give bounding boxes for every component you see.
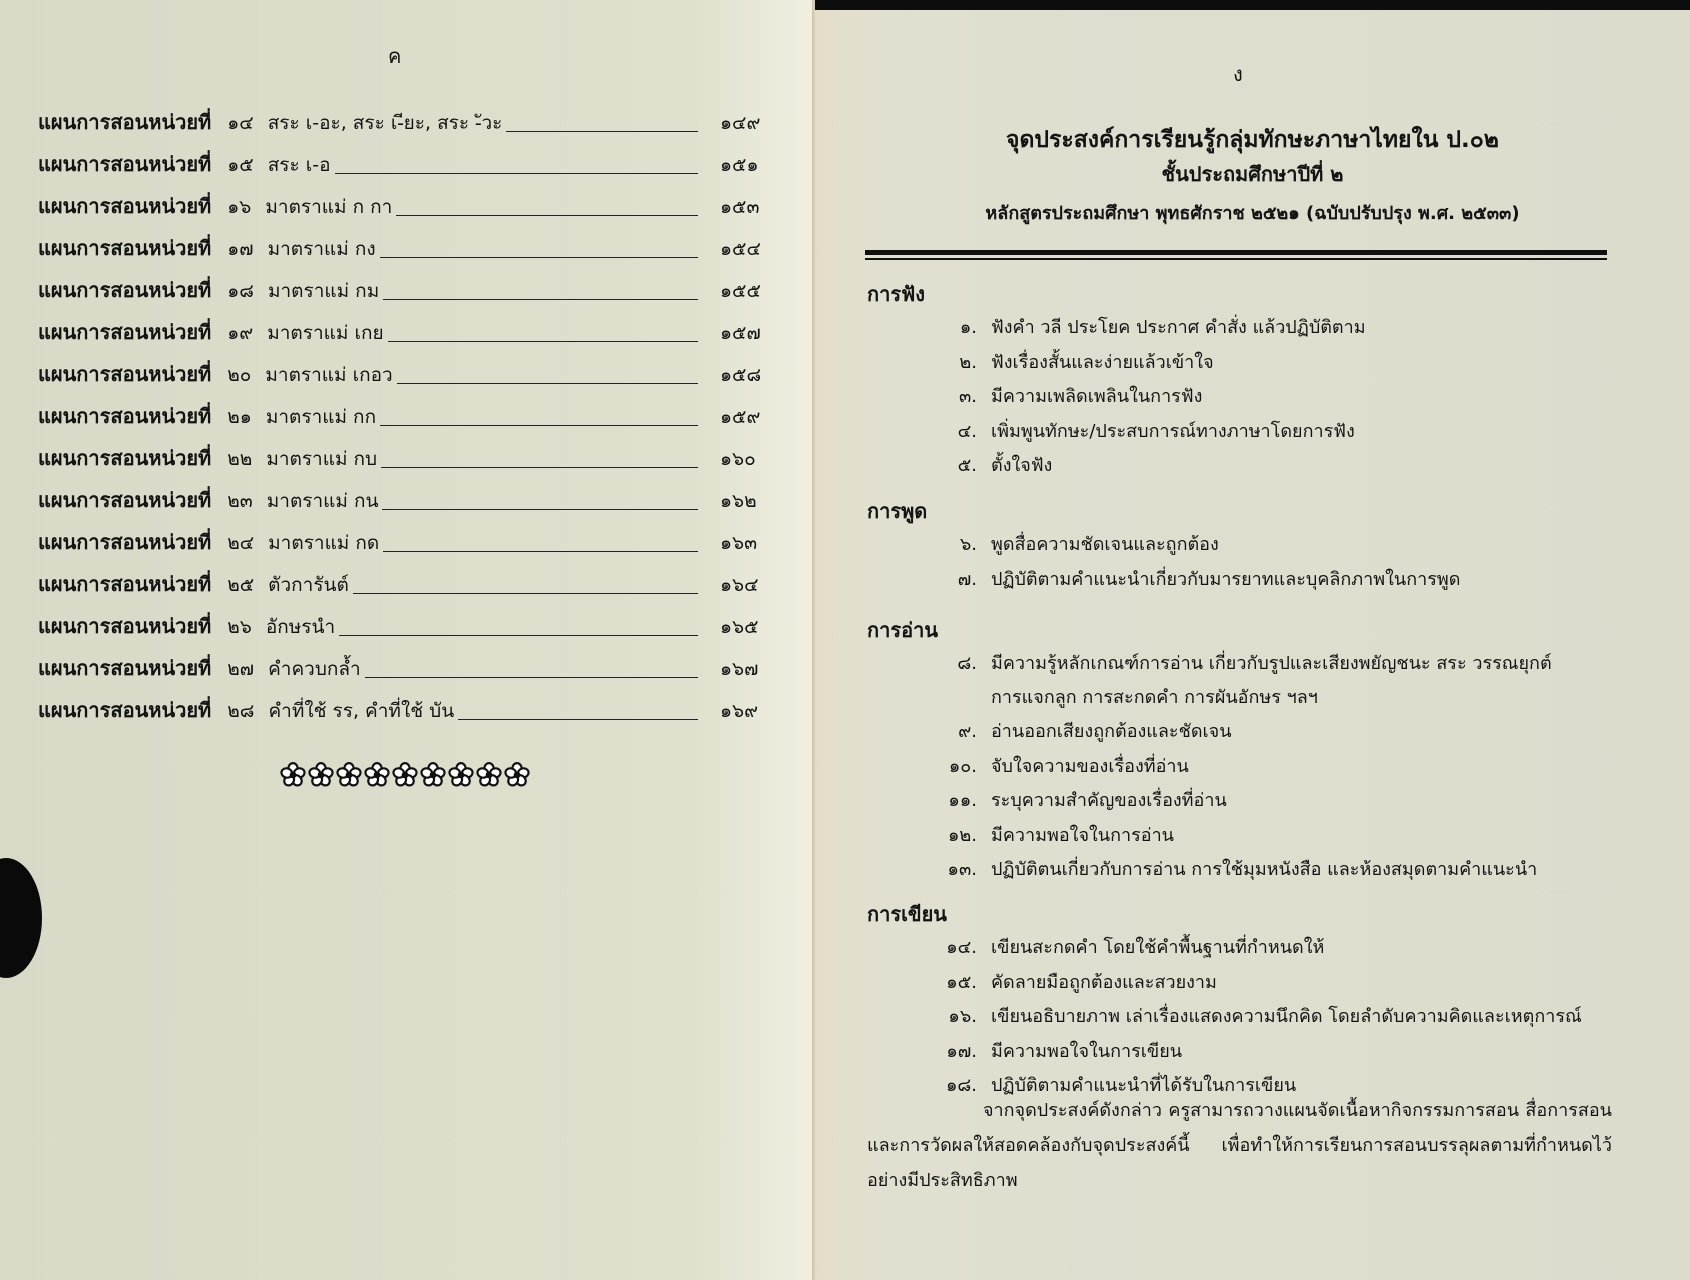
toc-leader-line	[388, 341, 698, 342]
objective-number: ๗.	[957, 568, 977, 590]
toc-page-number: ๑๕๕	[720, 280, 761, 302]
toc-unit-number: ๑๔	[227, 112, 254, 134]
objective-item	[925, 853, 1615, 887]
toc-entry	[38, 234, 768, 264]
ornament-row	[280, 762, 530, 788]
toc-page-number: ๑๕๓	[720, 196, 760, 218]
left-page	[0, 0, 815, 1280]
objective-text: ระบุความสำคัญของเรื่องที่อ่าน	[991, 790, 1227, 811]
objective-text: จับใจความของเรื่องที่อ่าน	[991, 755, 1189, 777]
objective-item	[925, 346, 1615, 380]
section-heading: การเขียน	[867, 902, 947, 926]
toc-label: แผนการสอนหน่วยที่	[38, 572, 212, 596]
toc-label: แผนการสอนหน่วยที่	[38, 236, 212, 260]
toc-title: มาตราแม่ กด	[268, 532, 380, 554]
objective-item	[925, 750, 1615, 784]
thumb-shadow	[0, 858, 42, 978]
toc-entry	[38, 318, 768, 348]
objective-text: มีความพอใจในการอ่าน	[991, 824, 1174, 846]
toc-leader-line	[383, 299, 698, 300]
toc-page-number: ๑๖๐	[720, 448, 756, 470]
toc-unit-number: ๑๗	[227, 238, 254, 260]
toc-entry	[38, 402, 768, 432]
toc-unit-number: ๒๔	[227, 532, 255, 554]
flower-icon	[336, 762, 362, 788]
flower-icon	[364, 762, 390, 788]
objective-item	[925, 931, 1615, 965]
toc-title: อักษรนำ	[265, 616, 336, 638]
objective-item	[925, 1035, 1615, 1069]
toc-page-number: ๑๖๓	[720, 532, 758, 554]
toc-unit-number: ๑๖	[227, 196, 252, 218]
title-rule-thin	[865, 258, 1607, 260]
curriculum-line: หลักสูตรประถมศึกษา พุทธศักราช ๒๕๒๑ (ฉบับปรับปรุง พ.ศ. ๒๕๓๓)	[985, 203, 1520, 224]
toc-leader-line	[353, 593, 698, 594]
toc-label: แผนการสอนหน่วยที่	[38, 698, 212, 722]
objective-number: ๙.	[958, 721, 977, 742]
objective-item	[925, 449, 1615, 483]
objective-number: ๑๔.	[946, 937, 977, 958]
toc-leader-line	[381, 467, 698, 468]
objective-text: มีความเพลิดเพลินในการฟัง	[991, 386, 1203, 407]
toc-title: มาตราแม่ กน	[266, 490, 379, 512]
toc-label: แผนการสอนหน่วยที่	[38, 404, 212, 428]
objective-number: ๑๒.	[947, 824, 977, 846]
toc-label: แผนการสอนหน่วยที่	[38, 530, 212, 554]
objective-text: พูดสื่อความชัดเจนและถูกต้อง	[991, 534, 1219, 555]
toc-entry	[38, 360, 768, 390]
toc-title: มาตราแม่ กบ	[266, 448, 378, 470]
toc-label: แผนการสอนหน่วยที่	[38, 488, 212, 512]
toc-unit-number: ๒๘	[227, 700, 255, 722]
toc-unit-number: ๒๕	[227, 574, 255, 596]
objective-number: ๕.	[957, 455, 977, 476]
toc-leader-line	[335, 173, 698, 174]
closing-paragraph: จากจุดประสงค์ดังกล่าว ครูสามารถวางแผนจัดเนื้อหากิจกรรมการสอน สื่อการสอน และการวัดผลให้สอดคล้องกับจุดประสงค์นี้ เพื่อทำให้การเรียนการสอนบรรลุผลตามที่กำหนดไว้อย่างมีประสิทธิภาพ	[867, 1100, 1612, 1191]
objective-item	[925, 819, 1615, 853]
toc-title: สระ เ-อ	[267, 154, 331, 176]
section-heading: การอ่าน	[867, 618, 938, 642]
objective-text: อ่านออกเสียงถูกต้องและชัดเจน	[991, 721, 1232, 742]
toc-title: สระ เ-อะ, สระ เ-ียะ, สระ -ัวะ	[267, 112, 503, 134]
section-heading: การฟัง	[867, 282, 926, 306]
toc-entry	[38, 276, 768, 306]
objective-number: ๑๑.	[948, 790, 977, 811]
toc-page-number: ๑๖๗	[720, 658, 759, 680]
objective-text: คัดลายมือถูกต้องและสวยงาม	[991, 971, 1217, 993]
objective-item	[925, 1000, 1615, 1034]
objective-number: ๑๐.	[948, 755, 977, 777]
toc-unit-number: ๑๙	[227, 322, 254, 344]
objective-number: ๑๘.	[945, 1075, 977, 1096]
objective-item	[925, 415, 1615, 449]
toc-page-number: ๑๖๙	[720, 700, 759, 722]
objective-item	[925, 528, 1615, 562]
objective-text: ฟังคำ วลี ประโยค ประกาศ คำสั่ง แล้วปฏิบัติตาม	[991, 317, 1366, 338]
objective-number: ๑๖.	[948, 1006, 977, 1027]
objective-text: เพิ่มพูนทักษะ/ประสบการณ์ทางภาษาโดยการฟัง	[991, 420, 1355, 442]
objective-text: ตั้งใจฟัง	[991, 455, 1053, 476]
toc-leader-line	[458, 719, 698, 720]
objective-number: ๔.	[957, 420, 977, 442]
toc-label: แผนการสอนหน่วยที่	[38, 656, 212, 680]
toc-label: แผนการสอนหน่วยที่	[38, 614, 212, 638]
objective-item	[925, 311, 1615, 345]
toc-unit-number: ๒๖	[227, 616, 252, 638]
objective-text: เขียนสะกดคำ โดยใช้คำพื้นฐานที่กำหนดให้	[991, 937, 1325, 958]
toc-unit-number: ๒๓	[227, 490, 253, 512]
toc-page-number: ๑๕๘	[720, 364, 762, 386]
objective-text: ฟังเรื่องสั้นและง่ายแล้วเข้าใจ	[991, 351, 1214, 373]
toc-title: ตัวการันต์	[268, 574, 349, 596]
flower-icon	[504, 762, 530, 788]
flower-icon	[308, 762, 334, 788]
section-heading: การพูด	[867, 499, 928, 523]
toc-page-number: ๑๕๗	[720, 322, 761, 344]
objective-number: ๘.	[957, 653, 977, 674]
flower-icon	[448, 762, 474, 788]
toc-title: มาตราแม่ กง	[267, 238, 376, 260]
toc-page-number: ๑๕๙	[720, 406, 761, 428]
toc-title: มาตราแม่ เกย	[267, 322, 384, 344]
left-folio: ค	[388, 44, 402, 68]
toc-label: แผนการสอนหน่วยที่	[38, 110, 212, 134]
toc-entry	[38, 444, 768, 474]
toc-leader-line	[506, 131, 698, 132]
toc-label: แผนการสอนหน่วยที่	[38, 152, 212, 176]
objective-item	[925, 563, 1615, 597]
toc-leader-line	[383, 551, 698, 552]
toc-leader-line	[397, 383, 698, 384]
toc-title: คำควบกล้ำ	[268, 658, 361, 680]
toc-entry	[38, 192, 768, 222]
flower-icon	[280, 762, 306, 788]
toc-title: มาตราแม่ ก กา	[265, 196, 393, 218]
objective-item	[925, 715, 1615, 749]
toc-page-number: ๑๕๑	[720, 154, 759, 176]
toc-entry	[38, 108, 768, 138]
objective-text: มีความรู้หลักเกณฑ์การอ่าน เกี่ยวกับรูปและเสียงพยัญชนะ สระ วรรณยุกต์	[991, 653, 1552, 674]
toc-unit-number: ๒๒	[227, 448, 253, 470]
objective-number: ๑๕.	[946, 971, 977, 993]
top-edge-bar	[815, 0, 1690, 10]
objective-number: ๑๗.	[946, 1040, 977, 1062]
toc-page-number: ๑๖๕	[720, 616, 759, 638]
toc-page-number: ๑๖๔	[720, 574, 759, 596]
toc-entry	[38, 528, 768, 558]
toc-title: มาตราแม่ กก	[265, 406, 377, 428]
toc-label: แผนการสอนหน่วยที่	[38, 320, 212, 344]
toc-page-number: ๑๖๒	[720, 490, 757, 512]
flower-icon	[420, 762, 446, 788]
toc-page-number: ๑๕๔	[720, 238, 761, 260]
toc-leader-line	[380, 257, 698, 258]
toc-leader-line	[339, 635, 698, 636]
flower-icon	[476, 762, 502, 788]
toc-label: แผนการสอนหน่วยที่	[38, 362, 212, 386]
objective-number: ๑๓.	[947, 859, 977, 880]
toc-label: แผนการสอนหน่วยที่	[38, 278, 212, 302]
toc-title: คำที่ใช้ รร, คำที่ใช้ บัน	[268, 700, 455, 722]
toc-title: มาตราแม่ กม	[267, 280, 380, 302]
objective-text-continued: การแจกลูก การสะกดคำ การผันอักษร ฯลฯ	[991, 687, 1318, 708]
toc-unit-number: ๑๕	[227, 154, 254, 176]
objective-number: ๑.	[959, 317, 977, 338]
toc-page-number: ๑๔๙	[720, 112, 761, 134]
page-title: จุดประสงค์การเรียนรู้กลุ่มทักษะภาษาไทยใน ป.๐๒	[1006, 127, 1499, 153]
toc-leader-line	[382, 509, 698, 510]
objective-number: ๒.	[959, 351, 977, 373]
objective-item	[925, 647, 1615, 715]
toc-unit-number: ๒๐	[227, 364, 252, 386]
toc-entry	[38, 486, 768, 516]
objective-number: ๓.	[958, 386, 977, 407]
toc-leader-line	[365, 677, 698, 678]
objective-item	[925, 784, 1615, 818]
toc-leader-line	[380, 425, 698, 426]
objective-item	[925, 966, 1615, 1000]
objective-text: ปฏิบัติตนเกี่ยวกับการอ่าน การใช้มุมหนังสือ และห้องสมุดตามคำแนะนำ	[991, 859, 1538, 880]
objective-text: มีความพอใจในการเขียน	[991, 1040, 1183, 1062]
toc-unit-number: ๑๘	[227, 280, 254, 302]
toc-entry	[38, 654, 768, 684]
objective-text: ปฏิบัติตามคำแนะนำที่ได้รับในการเขียน	[991, 1075, 1297, 1096]
objective-item	[925, 380, 1615, 414]
toc-unit-number: ๒๑	[227, 406, 252, 428]
objective-text: ปฏิบัติตามคำแนะนำเกี่ยวกับมารยาทและบุคลิกภาพในการพูด	[991, 568, 1461, 590]
toc-unit-number: ๒๗	[227, 658, 255, 680]
right-page	[815, 10, 1690, 1280]
page-subtitle: ชั้นประถมศึกษาปีที่ ๒	[1161, 162, 1344, 186]
toc-label: แผนการสอนหน่วยที่	[38, 194, 212, 218]
toc-entry	[38, 570, 768, 600]
objective-text: เขียนอธิบายภาพ เล่าเรื่องแสดงความนึกคิด โดยลำดับความคิดและเหตุการณ์	[991, 1006, 1582, 1027]
toc-title: มาตราแม่ เกอว	[265, 364, 393, 386]
toc-entry	[38, 150, 768, 180]
title-rule-thick	[865, 250, 1607, 255]
toc-label: แผนการสอนหน่วยที่	[38, 446, 212, 470]
objective-number: ๖.	[959, 534, 977, 555]
flower-icon	[392, 762, 418, 788]
right-folio: ง	[1233, 62, 1243, 86]
toc-entry	[38, 696, 768, 726]
toc-leader-line	[396, 215, 698, 216]
toc-entry	[38, 612, 768, 642]
